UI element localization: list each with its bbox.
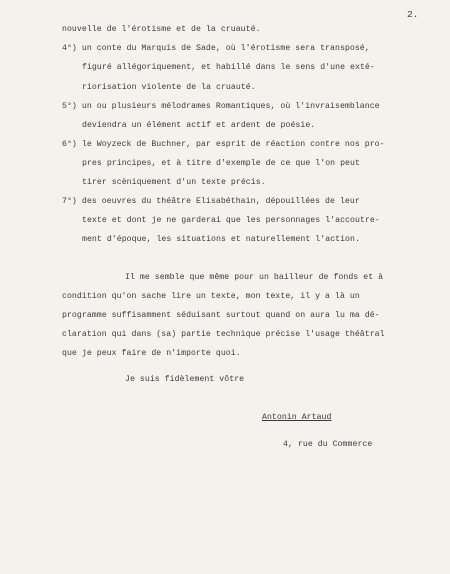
closing-line: Je suis fidèlement vôtre xyxy=(125,375,245,384)
text-line: tirer scèniquement d'un texte précis. xyxy=(82,178,266,187)
text-line: 4°) un conte du Marquis de Sade, où l'érotisme sera transposé, xyxy=(62,44,370,53)
text-line: ment d'époque, les situations et naturellement l'action. xyxy=(82,235,360,244)
text-line: 7°) des oeuvres du théâtre Elisabéthain, dépouillées de leur xyxy=(62,197,360,206)
text-line: 5°) un ou plusieurs mélodrames Romantiques, où l'invraisemblance xyxy=(62,102,380,111)
text-line: nouvelle de l'érotisme et de la cruauté. xyxy=(62,25,261,34)
page-number: 2. xyxy=(407,9,419,20)
text-line: pres principes, et à titre d'exemple de ce que l'on peut xyxy=(82,159,360,168)
text-line: riorisation violente de la cruauté. xyxy=(82,83,256,92)
address: 4, rue du Commerce xyxy=(283,440,373,449)
text-line: texte et dont je ne garderai que les personnages l'accoutre- xyxy=(82,216,380,225)
signature: Antonin Artaud xyxy=(262,413,332,422)
text-line: 6°) le Woyzeck de Buchner, par esprit de réaction contre nos pro- xyxy=(62,140,385,149)
text-line: condition qu'on sache lire un texte, mon texte, il y a là un xyxy=(62,292,360,301)
text-line: figuré allégoriquement, et habillé dans le sens d'une exté- xyxy=(82,63,375,72)
text-line: claration qui dans (sa) partie technique précise l'usage théâtral xyxy=(62,330,385,339)
text-line: deviendra un élément actif et ardent de poésie. xyxy=(82,121,316,130)
text-line: Il me semble que même pour un bailleur de fonds et à xyxy=(125,273,384,282)
text-line: programme suffisamment séduisant surtout quand on aura lu ma dé- xyxy=(62,311,380,320)
text-line: que je peux faire de n'importe quoi. xyxy=(62,349,241,358)
